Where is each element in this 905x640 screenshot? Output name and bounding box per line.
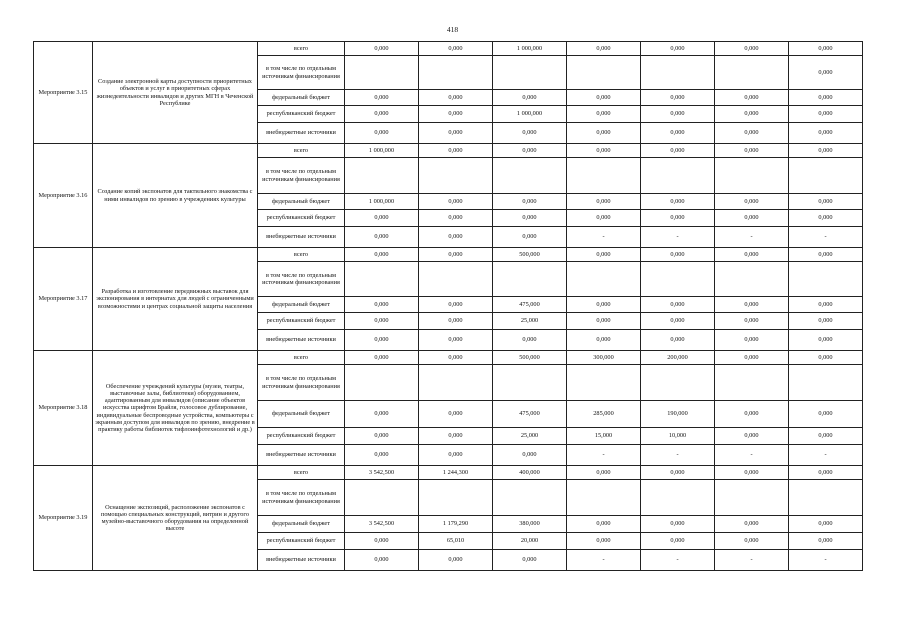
amount-cell: 0,000 xyxy=(641,106,715,123)
amount-cell: 0,000 xyxy=(345,428,419,445)
amount-cell: 0,000 xyxy=(567,330,641,351)
amount-cell xyxy=(715,158,789,194)
amount-cell: 0,000 xyxy=(345,313,419,330)
amount-cell: 0,000 xyxy=(345,123,419,144)
amount-cell: 0,000 xyxy=(419,210,493,227)
amount-cell: 0,000 xyxy=(715,351,789,365)
funding-source: внебюджетные источники xyxy=(258,445,345,466)
measure-code: Мероприятие 3.15 xyxy=(34,42,93,144)
amount-cell: - xyxy=(715,227,789,248)
measure-name: Создание электронной карты доступности приоритетных объектов и услуг в приоритетных сферах жизнедеятельности инвалидов и других МГН в Чеченской Республике xyxy=(93,42,258,144)
amount-cell: 65,010 xyxy=(419,533,493,550)
amount-cell: 300,000 xyxy=(567,351,641,365)
amount-cell xyxy=(567,158,641,194)
amount-cell xyxy=(345,158,419,194)
amount-cell: - xyxy=(567,445,641,466)
amount-cell: 0,000 xyxy=(493,210,567,227)
funding-source: внебюджетные источники xyxy=(258,330,345,351)
amount-cell: 0,000 xyxy=(493,123,567,144)
amount-cell: 0,000 xyxy=(641,144,715,158)
amount-cell: 0,000 xyxy=(567,123,641,144)
funding-source: в том числе по отдельным источникам финансирования xyxy=(258,56,345,90)
amount-cell: 0,000 xyxy=(419,123,493,144)
amount-cell: 0,000 xyxy=(493,90,567,106)
amount-cell xyxy=(493,365,567,401)
funding-source: всего xyxy=(258,248,345,262)
amount-cell: 0,000 xyxy=(345,401,419,428)
amount-cell: 0,000 xyxy=(345,351,419,365)
amount-cell: 0,000 xyxy=(419,428,493,445)
amount-cell: 0,000 xyxy=(641,516,715,533)
amount-cell: 0,000 xyxy=(715,313,789,330)
amount-cell xyxy=(641,262,715,297)
amount-cell: 0,000 xyxy=(419,351,493,365)
amount-cell: 0,000 xyxy=(567,144,641,158)
amount-cell: 0,000 xyxy=(493,550,567,571)
amount-cell: 0,000 xyxy=(345,227,419,248)
amount-cell: 0,000 xyxy=(345,42,419,56)
amount-cell: 0,000 xyxy=(567,106,641,123)
measure-name: Оснащение экспозиций, расположение экспонатов с помощью специальных конструкций, витрин и другого музейно-выставочного оборудования на определенной высоте xyxy=(93,466,258,571)
amount-cell: 20,000 xyxy=(493,533,567,550)
amount-cell xyxy=(641,56,715,90)
amount-cell xyxy=(641,158,715,194)
funding-source: республиканский бюджет xyxy=(258,313,345,330)
amount-cell: 0,000 xyxy=(419,401,493,428)
amount-cell: 0,000 xyxy=(493,194,567,210)
amount-cell: 0,000 xyxy=(789,56,863,90)
table-row xyxy=(34,42,863,56)
amount-cell: - xyxy=(641,550,715,571)
funding-source: всего xyxy=(258,466,345,480)
table-row xyxy=(34,466,863,480)
amount-cell: 0,000 xyxy=(567,210,641,227)
funding-source: федеральный бюджет xyxy=(258,297,345,313)
amount-cell xyxy=(567,365,641,401)
funding-source: республиканский бюджет xyxy=(258,210,345,227)
amount-cell: 0,000 xyxy=(641,194,715,210)
amount-cell: 0,000 xyxy=(715,533,789,550)
amount-cell: 500,000 xyxy=(493,351,567,365)
amount-cell: 0,000 xyxy=(715,516,789,533)
measure-code: Мероприятие 3.19 xyxy=(34,466,93,571)
amount-cell: 1 000,000 xyxy=(345,194,419,210)
amount-cell: 400,000 xyxy=(493,466,567,480)
amount-cell xyxy=(789,480,863,516)
amount-cell: 0,000 xyxy=(419,194,493,210)
measure-name: Создание копий экспонатов для тактильного знакомства с ними инвалидов по зрению в учреждениях культуры xyxy=(93,144,258,248)
table-row xyxy=(34,351,863,365)
amount-cell xyxy=(715,365,789,401)
amount-cell: 0,000 xyxy=(345,106,419,123)
amount-cell: 0,000 xyxy=(345,330,419,351)
amount-cell: 0,000 xyxy=(567,42,641,56)
amount-cell xyxy=(641,480,715,516)
amount-cell: 0,000 xyxy=(641,42,715,56)
amount-cell: 0,000 xyxy=(567,90,641,106)
funding-source: всего xyxy=(258,351,345,365)
amount-cell: 0,000 xyxy=(345,297,419,313)
amount-cell xyxy=(715,480,789,516)
amount-cell xyxy=(715,262,789,297)
funding-source: в том числе по отдельным источникам финансирования xyxy=(258,365,345,401)
amount-cell: 0,000 xyxy=(715,428,789,445)
amount-cell: 25,000 xyxy=(493,428,567,445)
amount-cell: 1 000,000 xyxy=(493,42,567,56)
amount-cell xyxy=(567,262,641,297)
amount-cell: 190,000 xyxy=(641,401,715,428)
amount-cell: 0,000 xyxy=(641,210,715,227)
measure-code: Мероприятие 3.17 xyxy=(34,248,93,351)
amount-cell: 0,000 xyxy=(715,210,789,227)
amount-cell: 0,000 xyxy=(345,90,419,106)
amount-cell: 10,000 xyxy=(641,428,715,445)
amount-cell: - xyxy=(641,227,715,248)
amount-cell: 0,000 xyxy=(641,297,715,313)
page-number: 418 xyxy=(446,25,459,34)
funding-source: республиканский бюджет xyxy=(258,533,345,550)
measure-code: Мероприятие 3.18 xyxy=(34,351,93,466)
amount-cell: 0,000 xyxy=(567,516,641,533)
amount-cell: 0,000 xyxy=(419,330,493,351)
amount-cell: 0,000 xyxy=(419,313,493,330)
amount-cell: 0,000 xyxy=(715,466,789,480)
amount-cell: 0,000 xyxy=(641,90,715,106)
amount-cell: 3 542,500 xyxy=(345,516,419,533)
amount-cell: 0,000 xyxy=(345,445,419,466)
amount-cell: 0,000 xyxy=(567,297,641,313)
amount-cell: 0,000 xyxy=(419,248,493,262)
amount-cell: 0,000 xyxy=(789,466,863,480)
amount-cell: - xyxy=(789,445,863,466)
amount-cell: - xyxy=(567,550,641,571)
amount-cell: 0,000 xyxy=(345,533,419,550)
amount-cell xyxy=(789,262,863,297)
amount-cell: 0,000 xyxy=(419,144,493,158)
amount-cell: 0,000 xyxy=(789,90,863,106)
amount-cell: 0,000 xyxy=(789,428,863,445)
amount-cell: - xyxy=(789,227,863,248)
amount-cell xyxy=(789,365,863,401)
amount-cell: 0,000 xyxy=(789,330,863,351)
amount-cell: 0,000 xyxy=(419,297,493,313)
amount-cell: - xyxy=(641,445,715,466)
amount-cell: 0,000 xyxy=(789,351,863,365)
amount-cell: 0,000 xyxy=(715,106,789,123)
amount-cell xyxy=(567,56,641,90)
funding-source: внебюджетные источники xyxy=(258,550,345,571)
amount-cell xyxy=(715,56,789,90)
amount-cell: 0,000 xyxy=(641,248,715,262)
amount-cell: 1 244,300 xyxy=(419,466,493,480)
amount-cell: 0,000 xyxy=(715,144,789,158)
funding-source: в том числе по отдельным источникам финансирования xyxy=(258,262,345,297)
funding-source: внебюджетные источники xyxy=(258,227,345,248)
amount-cell: 0,000 xyxy=(419,445,493,466)
amount-cell: 0,000 xyxy=(789,533,863,550)
amount-cell: - xyxy=(715,550,789,571)
amount-cell: 0,000 xyxy=(789,401,863,428)
amount-cell: 1 000,000 xyxy=(493,106,567,123)
amount-cell: 0,000 xyxy=(789,248,863,262)
amount-cell xyxy=(493,158,567,194)
table-row xyxy=(34,248,863,262)
amount-cell: 0,000 xyxy=(641,123,715,144)
amount-cell: 0,000 xyxy=(567,533,641,550)
measure-name: Разработка и изготовление передвижных выставок для экспонирования в интернатах для людей с ограниченными возможностями и центрах социальной защиты населения xyxy=(93,248,258,351)
amount-cell: 0,000 xyxy=(715,194,789,210)
amount-cell: 0,000 xyxy=(715,90,789,106)
amount-cell: 0,000 xyxy=(789,106,863,123)
amount-cell: 0,000 xyxy=(789,144,863,158)
funding-source: федеральный бюджет xyxy=(258,90,345,106)
amount-cell: - xyxy=(567,227,641,248)
amount-cell: 0,000 xyxy=(715,248,789,262)
amount-cell: 0,000 xyxy=(641,313,715,330)
amount-cell xyxy=(419,158,493,194)
amount-cell: - xyxy=(715,445,789,466)
amount-cell: 285,000 xyxy=(567,401,641,428)
funding-source: в том числе по отдельным источникам финансирования xyxy=(258,480,345,516)
amount-cell: 3 542,500 xyxy=(345,466,419,480)
amount-cell xyxy=(345,480,419,516)
amount-cell: 380,000 xyxy=(493,516,567,533)
funding-source: всего xyxy=(258,42,345,56)
measure-code: Мероприятие 3.16 xyxy=(34,144,93,248)
amount-cell: 0,000 xyxy=(715,330,789,351)
amount-cell: 0,000 xyxy=(789,123,863,144)
financing-table xyxy=(33,41,863,571)
amount-cell: 0,000 xyxy=(419,227,493,248)
amount-cell xyxy=(493,480,567,516)
amount-cell: 0,000 xyxy=(715,297,789,313)
amount-cell: 0,000 xyxy=(789,42,863,56)
amount-cell: 15,000 xyxy=(567,428,641,445)
amount-cell: 0,000 xyxy=(789,297,863,313)
amount-cell: 0,000 xyxy=(789,313,863,330)
amount-cell xyxy=(419,365,493,401)
amount-cell: 0,000 xyxy=(715,401,789,428)
amount-cell: 0,000 xyxy=(345,210,419,227)
amount-cell xyxy=(345,365,419,401)
amount-cell xyxy=(419,480,493,516)
amount-cell xyxy=(419,56,493,90)
amount-cell xyxy=(345,56,419,90)
amount-cell: 0,000 xyxy=(419,106,493,123)
measure-name: Обеспечение учреждений культуры (музеи, театры, выставочные залы, библиотеки) оборудованием, адаптированным для инвалидов (описание объектов искусства шрифтом Брайля, голосовое дублирование, индивидуальные беспроводные устройства, компьютеры с экранным доступом для инвалидов по зрению, внедрение в практику работы библиотек тифлоинфотехнологий и др.) xyxy=(93,351,258,466)
amount-cell: 200,000 xyxy=(641,351,715,365)
amount-cell xyxy=(641,365,715,401)
amount-cell: 0,000 xyxy=(419,550,493,571)
funding-source: федеральный бюджет xyxy=(258,401,345,428)
amount-cell: 0,000 xyxy=(567,466,641,480)
amount-cell xyxy=(493,56,567,90)
amount-cell: 1 000,000 xyxy=(345,144,419,158)
amount-cell xyxy=(567,480,641,516)
funding-source: федеральный бюджет xyxy=(258,194,345,210)
amount-cell: 0,000 xyxy=(715,42,789,56)
amount-cell: - xyxy=(789,550,863,571)
amount-cell: 0,000 xyxy=(641,330,715,351)
funding-source: республиканский бюджет xyxy=(258,428,345,445)
funding-source: республиканский бюджет xyxy=(258,106,345,123)
amount-cell: 0,000 xyxy=(789,210,863,227)
amount-cell xyxy=(345,262,419,297)
funding-source: в том числе по отдельным источникам финансирования xyxy=(258,158,345,194)
table-row xyxy=(34,144,863,158)
amount-cell: 475,000 xyxy=(493,297,567,313)
amount-cell: 0,000 xyxy=(419,42,493,56)
amount-cell: 0,000 xyxy=(345,550,419,571)
amount-cell: 0,000 xyxy=(493,144,567,158)
amount-cell: 0,000 xyxy=(419,90,493,106)
funding-source: федеральный бюджет xyxy=(258,516,345,533)
funding-source: внебюджетные источники xyxy=(258,123,345,144)
amount-cell: 500,000 xyxy=(493,248,567,262)
amount-cell: 0,000 xyxy=(567,248,641,262)
amount-cell: 0,000 xyxy=(567,194,641,210)
amount-cell: 0,000 xyxy=(715,123,789,144)
amount-cell: 0,000 xyxy=(493,330,567,351)
funding-source: всего xyxy=(258,144,345,158)
amount-cell xyxy=(789,158,863,194)
amount-cell xyxy=(419,262,493,297)
amount-cell: 0,000 xyxy=(345,248,419,262)
amount-cell: 0,000 xyxy=(789,516,863,533)
amount-cell: 0,000 xyxy=(641,533,715,550)
amount-cell: 0,000 xyxy=(789,194,863,210)
amount-cell: 0,000 xyxy=(567,313,641,330)
amount-cell: 1 179,290 xyxy=(419,516,493,533)
amount-cell: 25,000 xyxy=(493,313,567,330)
amount-cell: 475,000 xyxy=(493,401,567,428)
amount-cell: 0,000 xyxy=(493,445,567,466)
amount-cell: 0,000 xyxy=(641,466,715,480)
amount-cell: 0,000 xyxy=(493,227,567,248)
amount-cell xyxy=(493,262,567,297)
